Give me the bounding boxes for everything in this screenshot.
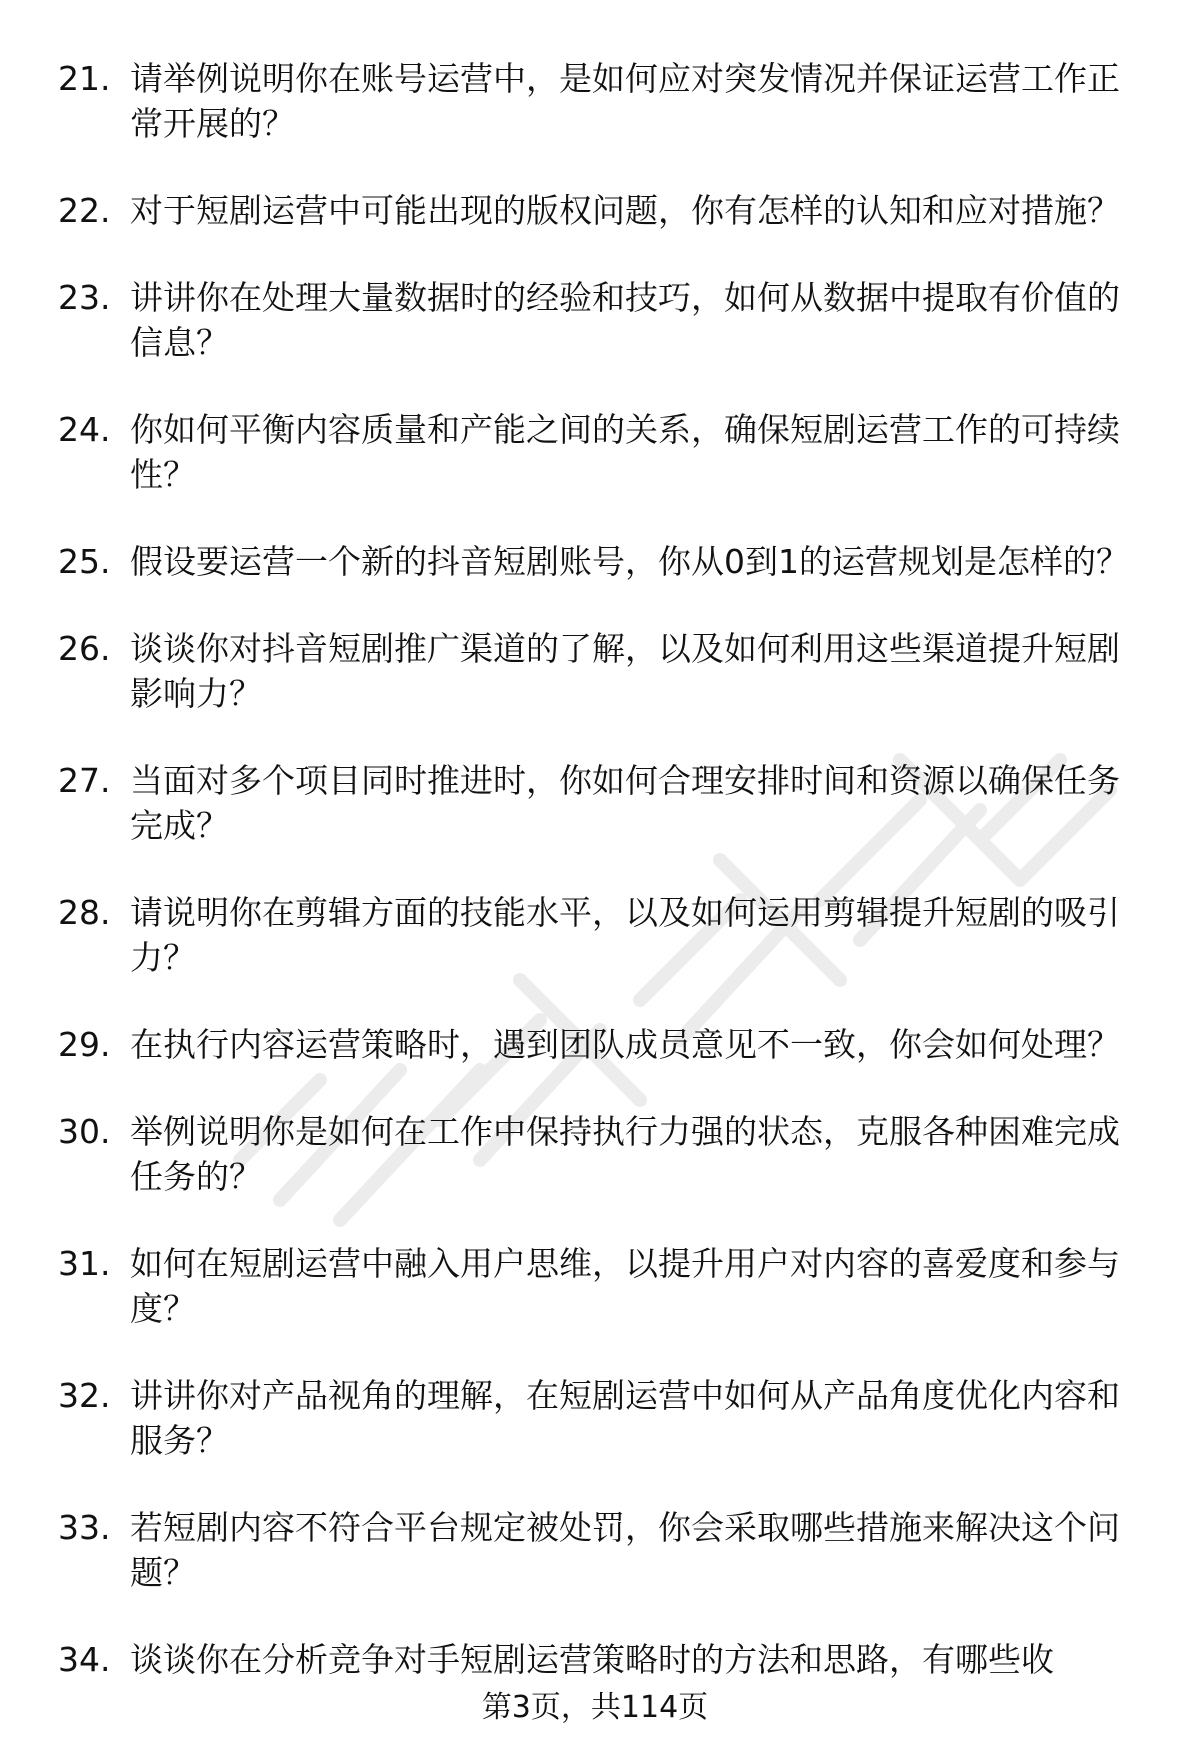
question-item	[58, 1022, 1148, 1067]
question-number: 22.	[58, 191, 111, 230]
question-number: 32.	[58, 1376, 111, 1415]
question-text: 在执行内容运营策略时，遇到团队成员意见不一致，你会如何处理？	[130, 1025, 1120, 1064]
question-item	[58, 407, 1148, 497]
question-item	[58, 188, 1148, 233]
question-number: 21.	[58, 59, 111, 98]
question-number: 28.	[58, 893, 111, 932]
question-text: 举例说明你是如何在工作中保持执行力强的状态，克服各种困难完成任务的？	[130, 1112, 1120, 1196]
question-item	[58, 758, 1148, 848]
question-text: 当面对多个项目同时推进时，你如何合理安排时间和资源以确保任务完成？	[130, 761, 1120, 845]
question-item	[58, 56, 1148, 146]
question-list	[58, 56, 1148, 1724]
question-text: 讲讲你在处理大量数据时的经验和技巧，如何从数据中提取有价值的信息？	[130, 278, 1120, 362]
question-item	[58, 539, 1148, 584]
question-number: 34.	[58, 1640, 111, 1679]
question-text: 请举例说明你在账号运营中，是如何应对突发情况并保证运营工作正常开展的？	[130, 59, 1120, 143]
question-item	[58, 1109, 1148, 1199]
question-number: 23.	[58, 278, 111, 317]
question-text: 请说明你在剪辑方面的技能水平，以及如何运用剪辑提升短剧的吸引力？	[130, 893, 1120, 977]
question-text: 对于短剧运营中可能出现的版权问题，你有怎样的认知和应对措施？	[130, 191, 1120, 230]
question-item	[58, 1505, 1148, 1595]
question-item	[58, 1637, 1148, 1682]
question-number: 25.	[58, 542, 111, 581]
question-text: 如何在短剧运营中融入用户思维，以提升用户对内容的喜爱度和参与度？	[130, 1244, 1120, 1328]
question-item	[58, 275, 1148, 365]
question-number: 26.	[58, 629, 111, 668]
question-number: 27.	[58, 761, 111, 800]
question-number: 31.	[58, 1244, 111, 1283]
question-number: 33.	[58, 1508, 111, 1547]
question-text: 你如何平衡内容质量和产能之间的关系，确保短剧运营工作的可持续性？	[130, 410, 1120, 494]
question-number: 24.	[58, 410, 111, 449]
question-text: 假设要运营一个新的抖音短剧账号，你从0到1的运营规划是怎样的？	[130, 542, 1129, 581]
question-text: 谈谈你对抖音短剧推广渠道的了解，以及如何利用这些渠道提升短剧影响力？	[130, 629, 1120, 713]
question-item	[58, 1241, 1148, 1331]
question-text: 谈谈你在分析竞争对手短剧运营策略时的方法和思路，有哪些收	[130, 1640, 1054, 1679]
question-item	[58, 626, 1148, 716]
question-number: 29.	[58, 1025, 111, 1064]
page-footer: 第3页，共114页	[0, 1688, 1190, 1728]
question-text: 讲讲你对产品视角的理解，在短剧运营中如何从产品角度优化内容和服务？	[130, 1376, 1120, 1460]
question-item	[58, 1373, 1148, 1463]
question-number: 30.	[58, 1112, 111, 1151]
question-text: 若短剧内容不符合平台规定被处罚，你会采取哪些措施来解决这个问题？	[130, 1508, 1120, 1592]
question-item	[58, 890, 1148, 980]
